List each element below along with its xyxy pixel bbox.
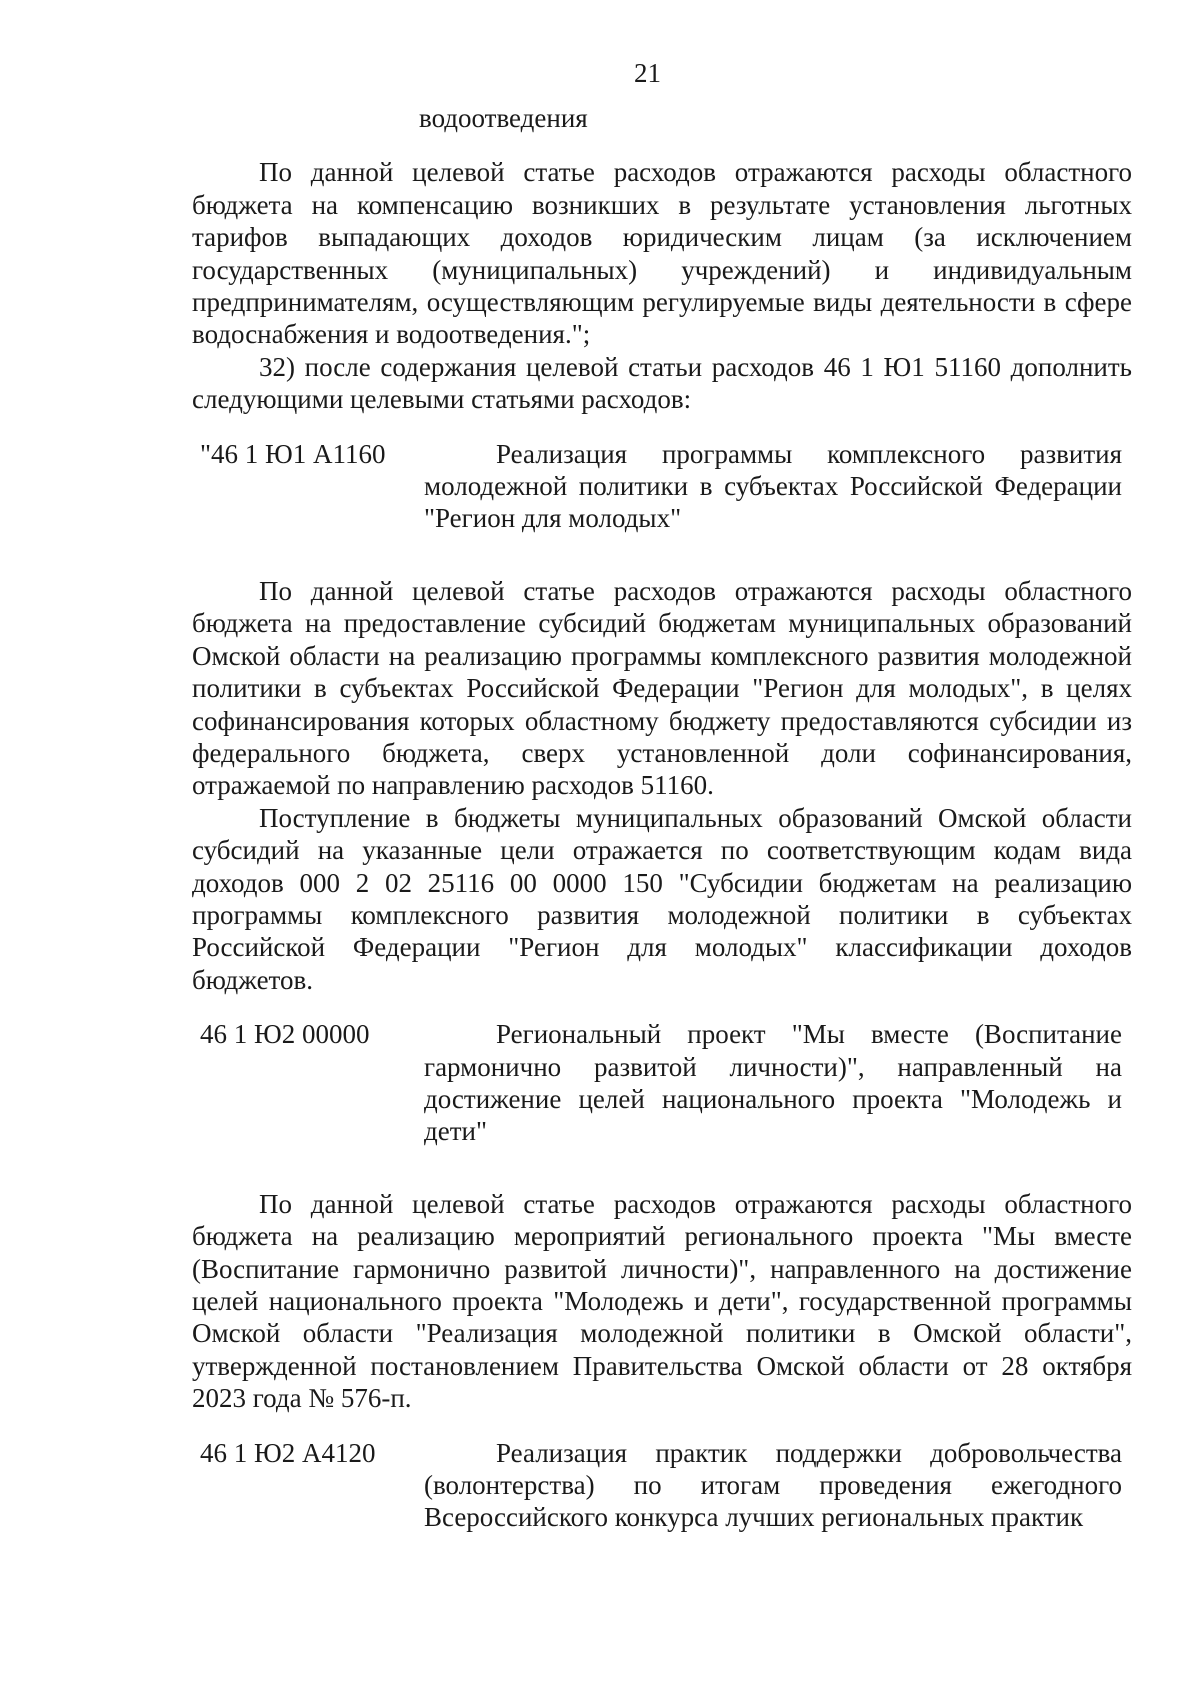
paragraph-income-codes: Поступление в бюджеты муниципальных образований Омской области субсидий на указанные цели отражается по соответствующим кодам вида доходов 000 2 02 25116 00 0000 150 "Субсидии бюджетам на реализацию программы комплексного развития молодежной политики в субъектах Российской Федерации "Регион для молодых" классификации доходов бюджетов. [192,802,1132,995]
paragraph-compensation: По данной целевой статье расходов отражаются расходы областного бюджета на компенсацию возникших в результате установления льготных тарифов выпадающих доходов юридическим лицам (за исключением государственных (муниципальных) учреждений) и индивидуальным предпринимателям, осуществляющим регулируемые виды деятельности в сфере водоснабжения и водоотведения."; [192,157,1132,350]
article-title: Региональный проект "Мы вместе (Воспитание гармонично развитой личности)", направленный на достижение целей национального проекта "Молодежь и дети" [424,1019,1122,1147]
paragraph-youth-subsidies: По данной целевой статье расходов отражаются расходы областного бюджета на предоставление субсидий бюджетам муниципальных образований Омской области на реализацию программы комплексного развития молодежной политики в субъектах Российской Федерации "Регион для молодых", в целях софинансирования которых областному бюджету предоставляются субсидии из федерального бюджета, сверх установленной доли софинансирования, отражаемой по направлению расходов 51160. [192,575,1132,801]
article-code: 46 1 Ю2 00000 [200,1019,370,1050]
heading-continuation: водоотведения [419,103,588,133]
article-code: "46 1 Ю1 А1160 [200,438,386,469]
page-number: 21 [634,58,661,88]
paragraph-amendment-32: 32) после содержания целевой статьи расходов 46 1 Ю1 51160 дополнить следующими целевыми статьями расходов: [192,351,1132,415]
paragraph-we-together-project: По данной целевой статье расходов отражаются расходы областного бюджета на реализацию мероприятий регионального проекта "Мы вместе (Воспитание гармонично развитой личности)", направленного на достижение целей национального проекта "Молодежь и дети", государственной программы Омской области "Реализация молодежной политики в Омской области", утвержденной постановлением Правительства Омской области от 28 октября 2023 года № 576-п. [192,1188,1132,1414]
document-body [192,102,1132,1534]
article-46-1-yu1-a1160 [192,438,1132,535]
article-46-1-yu2-00000 [192,1018,1132,1148]
article-title: Реализация практик поддержки добровольчества (волонтерства) по итогам проведения ежегодного Всероссийского конкурса лучших региональных практик [424,1437,1122,1533]
article-code: 46 1 Ю2 А4120 [200,1437,376,1468]
article-title: Реализация программы комплексного развития молодежной политики в субъектах Российской Федерации "Регион для молодых" [424,438,1122,534]
article-46-1-yu2-a4120 [192,1437,1132,1534]
